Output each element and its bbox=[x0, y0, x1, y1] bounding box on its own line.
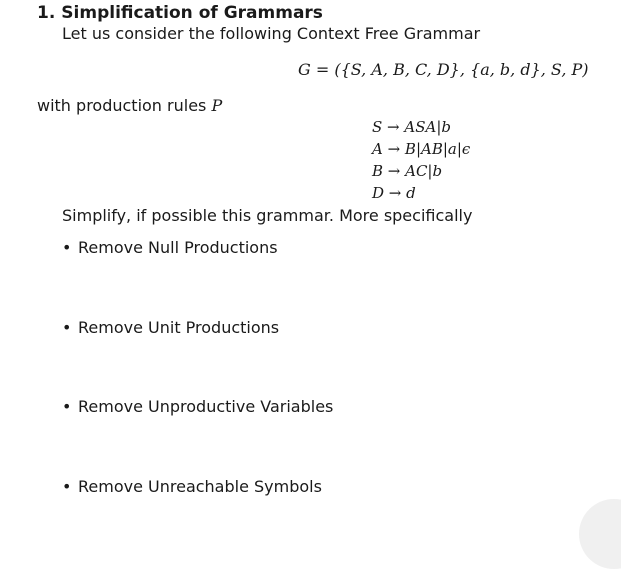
task-label: Remove Unproductive Variables bbox=[78, 397, 334, 416]
section-number: 1. bbox=[37, 3, 56, 23]
bullet-icon: • bbox=[62, 397, 72, 416]
corner-shadow-decoration bbox=[579, 499, 621, 569]
bullet-icon: • bbox=[62, 318, 72, 337]
task-item-unit-productions bbox=[62, 318, 279, 337]
section-title: Simplification of Grammars bbox=[61, 3, 323, 23]
production-rules-intro bbox=[37, 96, 222, 115]
production-set-symbol: P bbox=[211, 96, 223, 115]
grammar-definition: G = ({S, A, B, C, D}, {a, b, d}, S, P) bbox=[298, 60, 589, 79]
section-heading bbox=[37, 3, 323, 23]
production-rule-b: B → AC|b bbox=[372, 162, 443, 180]
production-rules-label: with production rules bbox=[37, 96, 207, 115]
task-label: Remove Unit Productions bbox=[78, 318, 280, 337]
bullet-icon: • bbox=[62, 477, 72, 496]
task-label: Remove Unreachable Symbols bbox=[78, 477, 322, 496]
task-item-unproductive-variables bbox=[62, 397, 333, 416]
instruction-text: Simplify, if possible this grammar. More specifically bbox=[62, 206, 473, 225]
intro-text: Let us consider the following Context Free Grammar bbox=[62, 24, 481, 43]
task-label: Remove Null Productions bbox=[78, 238, 278, 257]
task-item-null-productions bbox=[62, 238, 278, 257]
bullet-icon: • bbox=[62, 238, 72, 257]
production-rules-list bbox=[372, 116, 470, 204]
production-rule-a: A → B|AB|a|ϵ bbox=[372, 140, 471, 158]
production-rule-d: D → d bbox=[372, 184, 416, 202]
task-item-unreachable-symbols bbox=[62, 477, 322, 496]
production-rule-s: S → ASA|b bbox=[372, 118, 451, 136]
